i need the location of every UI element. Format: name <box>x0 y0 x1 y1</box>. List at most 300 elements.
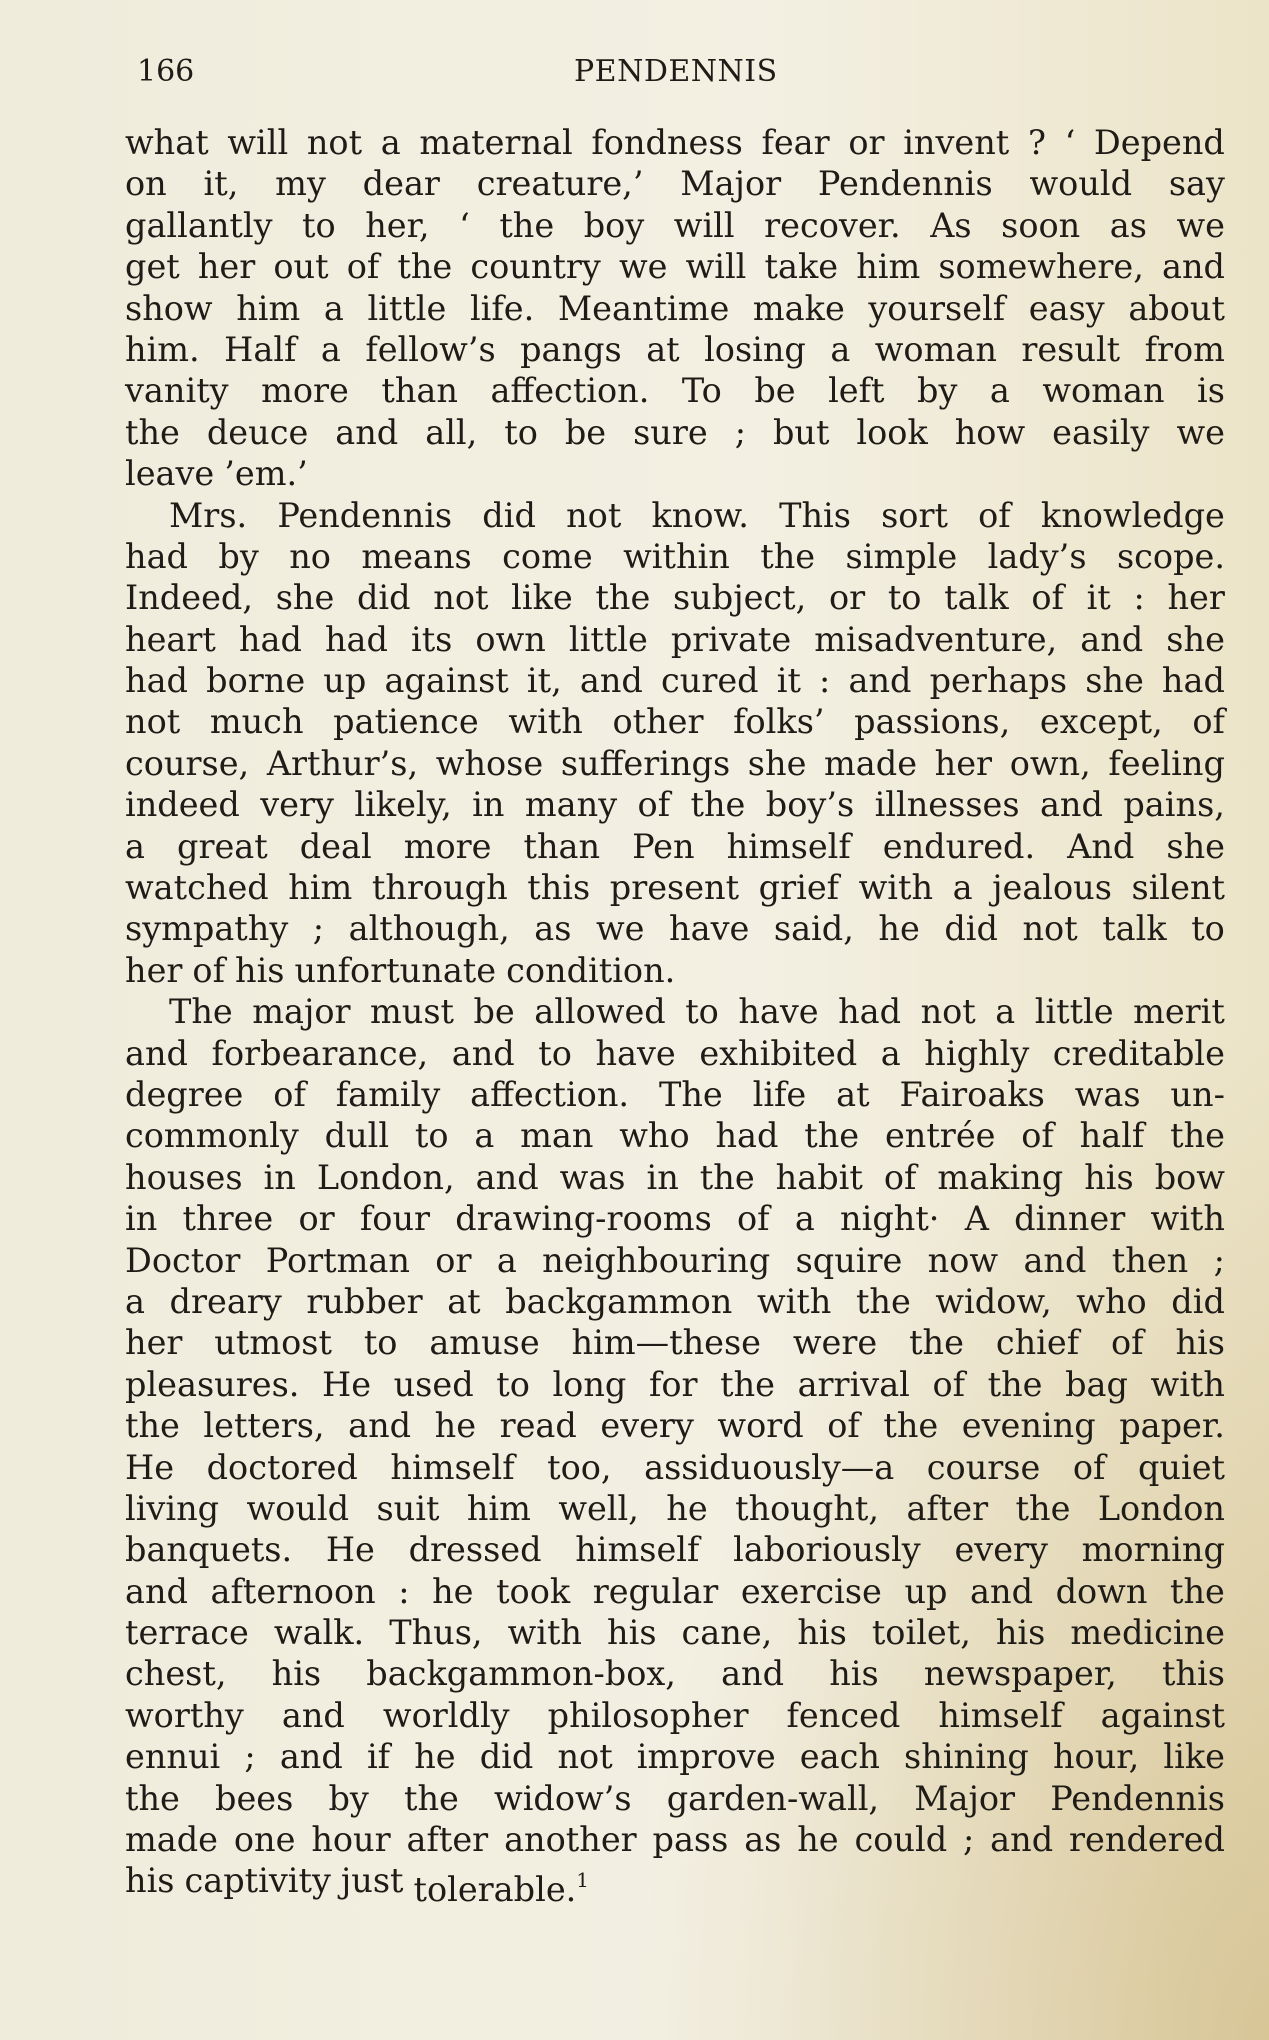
word: his <box>1175 1323 1225 1363</box>
word: Arthur’s, <box>266 743 419 783</box>
word: a <box>474 1116 495 1156</box>
word: at <box>836 1074 870 1114</box>
word: she <box>275 578 335 618</box>
word: exhibited <box>699 1033 858 1073</box>
word: it <box>776 661 801 701</box>
word: he <box>432 1571 474 1611</box>
word: banquets. <box>125 1530 293 1570</box>
word: his <box>1084 1157 1134 1197</box>
word: had <box>324 619 388 659</box>
word: easily <box>1052 412 1150 452</box>
word: not <box>125 702 181 742</box>
word: chief <box>995 1323 1080 1363</box>
word: each <box>799 1737 880 1777</box>
word: of <box>827 1406 860 1446</box>
word: we <box>618 247 668 287</box>
word: merit <box>1133 992 1225 1032</box>
word: and <box>279 1737 343 1777</box>
word: forbearance, <box>211 1033 429 1073</box>
text-line <box>125 1240 1225 1281</box>
word: is <box>1197 371 1225 411</box>
text-line <box>125 867 1225 908</box>
word: Thus, <box>389 1613 483 1653</box>
word: she <box>747 743 807 783</box>
word: him. <box>125 329 200 369</box>
word: Major <box>914 1778 1016 1818</box>
word: improve <box>636 1737 776 1777</box>
word: paper. <box>1119 1406 1225 1446</box>
text-line <box>125 495 1225 536</box>
word: gallantly <box>125 205 273 245</box>
word: at <box>447 1281 481 1321</box>
word: her <box>1167 578 1225 618</box>
word: took <box>496 1571 571 1611</box>
word: houses <box>125 1157 243 1197</box>
word: by <box>917 371 958 411</box>
word: another <box>504 1820 637 1860</box>
word: own <box>475 619 546 659</box>
word: yourself <box>868 288 1006 328</box>
word: against <box>1100 1695 1225 1735</box>
word: misadventure, <box>814 619 1058 659</box>
word: of <box>637 785 671 825</box>
word: condition. <box>506 950 676 990</box>
word: she <box>1166 826 1225 866</box>
word: heart <box>125 619 216 659</box>
word: dressed <box>408 1530 542 1570</box>
word: shining <box>904 1737 1029 1777</box>
word: as <box>1109 205 1147 245</box>
word: did <box>1171 1281 1225 1321</box>
word: or <box>435 1240 472 1280</box>
word: have <box>669 909 750 949</box>
word: To <box>681 371 722 411</box>
word: ‘ <box>459 205 470 245</box>
word: made <box>824 743 918 783</box>
word: creditable <box>1052 1033 1225 1073</box>
word: made <box>125 1820 219 1860</box>
text-line <box>125 1819 1225 1860</box>
word: her <box>125 950 183 990</box>
text-line <box>125 163 1225 204</box>
word: Pendennis <box>1050 1778 1225 1818</box>
word: affection. <box>470 1074 630 1114</box>
word: fellow’s <box>365 329 496 369</box>
text-line <box>125 1571 1225 1612</box>
word: philosopher <box>547 1695 749 1735</box>
word: the <box>397 247 453 287</box>
word: the <box>720 1364 775 1404</box>
word: of <box>1192 702 1225 742</box>
word: used <box>393 1364 474 1404</box>
word: will <box>227 123 289 162</box>
word: backgammon <box>505 1281 733 1321</box>
word: man <box>520 1116 594 1156</box>
word: ’em.’ <box>224 454 308 494</box>
word: This <box>779 495 851 535</box>
word: little <box>1034 992 1114 1032</box>
word: a <box>125 1281 145 1321</box>
word: this <box>1161 1654 1225 1694</box>
word: a <box>794 1199 815 1239</box>
text-line <box>125 1695 1225 1736</box>
word: of <box>1072 1447 1106 1487</box>
word: the <box>804 1116 860 1156</box>
word: leave <box>125 454 215 494</box>
word: she <box>1085 661 1144 701</box>
word: the <box>987 1364 1043 1404</box>
word: Pendennis <box>277 495 453 535</box>
word: with <box>1150 1364 1225 1404</box>
word: much <box>209 702 304 742</box>
word: habit <box>775 1157 863 1197</box>
word: every <box>600 1406 694 1446</box>
word: recover. <box>764 205 901 245</box>
word: this <box>527 868 591 908</box>
word: and <box>970 1571 1034 1611</box>
word: the <box>125 412 180 452</box>
word: and <box>335 412 399 452</box>
word: a <box>125 826 145 866</box>
word: up <box>323 661 367 701</box>
word: could <box>854 1820 948 1860</box>
word: himself <box>726 826 851 866</box>
word: come <box>502 536 593 576</box>
word: it <box>1086 578 1111 618</box>
word: and <box>1080 619 1144 659</box>
word: too, <box>547 1447 612 1487</box>
word: with <box>1150 1199 1225 1239</box>
word: and <box>451 1033 515 1073</box>
word: watched <box>125 868 269 908</box>
text-line <box>125 577 1225 618</box>
word: squire <box>795 1240 903 1280</box>
word: did <box>944 909 998 949</box>
word: she <box>1166 619 1225 659</box>
word: commonly <box>125 1116 299 1156</box>
word: not <box>566 495 622 535</box>
word: of <box>883 1157 917 1197</box>
page-number: 166 <box>137 54 195 89</box>
word: a <box>880 1033 901 1073</box>
word: more <box>261 371 349 411</box>
word: simple <box>845 536 958 576</box>
word: afternoon <box>210 1571 376 1611</box>
word: worthy <box>125 1695 244 1735</box>
word: present <box>609 868 740 908</box>
running-title: PENDENNIS <box>574 54 778 89</box>
word: arrival <box>797 1364 910 1404</box>
word: deal <box>299 826 372 866</box>
word: from <box>1144 329 1225 369</box>
word: sympathy <box>125 909 289 949</box>
word: illnesses <box>874 785 1020 825</box>
word: patience <box>333 702 479 742</box>
word: his <box>271 1654 322 1694</box>
word: not <box>306 123 363 162</box>
word: to <box>685 992 719 1032</box>
word: highly <box>924 1033 1030 1073</box>
text-line <box>125 701 1225 742</box>
word: in <box>263 1157 296 1197</box>
word: he <box>666 1488 708 1528</box>
word: had <box>715 1116 779 1156</box>
word: the <box>760 536 816 576</box>
word: the <box>499 205 555 245</box>
word: every <box>954 1530 1048 1570</box>
word: how <box>954 412 1026 452</box>
word: family <box>335 1074 441 1114</box>
word: pains, <box>1123 785 1225 825</box>
word: the <box>855 1281 911 1321</box>
word: get <box>125 247 180 287</box>
word: his <box>607 1613 657 1653</box>
word: his <box>235 950 285 990</box>
word: after <box>906 1488 989 1528</box>
word: of <box>346 247 380 287</box>
word: many <box>524 785 618 825</box>
word: He <box>321 1364 372 1404</box>
word: private <box>670 619 792 659</box>
word: who <box>1076 1281 1147 1321</box>
word: know. <box>651 495 749 535</box>
word: except, <box>1039 702 1163 742</box>
word: assiduously—a <box>644 1447 895 1487</box>
word: and <box>125 1033 188 1073</box>
word: fear <box>761 123 830 162</box>
word: Pendennis <box>817 164 993 204</box>
word: to <box>1191 909 1225 949</box>
word: easy <box>1028 288 1105 328</box>
word: to <box>504 412 538 452</box>
word: talk <box>1102 909 1167 949</box>
word: was <box>559 1157 626 1197</box>
word: A <box>964 1199 989 1239</box>
word: country <box>470 247 601 287</box>
word: captivity <box>184 1861 331 1901</box>
word: quiet <box>1137 1447 1225 1487</box>
word: London, <box>316 1157 455 1197</box>
word: had <box>238 619 302 659</box>
word: perhaps <box>929 661 1068 701</box>
word: deuce <box>206 412 309 452</box>
word: suit <box>376 1488 440 1528</box>
word: boy <box>583 205 645 245</box>
text-line <box>125 1074 1225 1115</box>
word: will <box>673 205 735 245</box>
word: take <box>764 247 839 287</box>
word: as <box>534 909 572 949</box>
word: Fairoaks <box>899 1074 1045 1114</box>
word: did <box>479 1737 534 1777</box>
word: were <box>792 1323 878 1363</box>
word: making <box>937 1157 1064 1197</box>
word: his <box>829 1654 879 1694</box>
word: pass <box>652 1820 729 1860</box>
word: ; <box>244 1737 256 1777</box>
word: backgammon-box, <box>366 1654 676 1694</box>
word: and <box>281 1695 345 1735</box>
text-line <box>125 1447 1225 1488</box>
word: to <box>538 1033 572 1073</box>
word: night· <box>840 1199 940 1239</box>
word: degree <box>125 1074 244 1114</box>
word: indeed <box>125 785 240 825</box>
word: the <box>1170 1116 1225 1156</box>
word: he <box>878 909 920 949</box>
text-line <box>125 329 1225 370</box>
word: against <box>384 661 509 701</box>
word: widow, <box>935 1281 1052 1321</box>
word: entrée <box>884 1116 996 1156</box>
word: a <box>380 123 401 162</box>
text-line <box>125 826 1225 867</box>
word: or <box>848 123 885 162</box>
word: whose <box>435 743 544 783</box>
text-line <box>125 453 1225 494</box>
word: said, <box>773 909 854 949</box>
word: we <box>1176 412 1225 452</box>
word: scope. <box>1116 536 1225 576</box>
word: one <box>233 1820 296 1860</box>
word: than <box>381 371 458 411</box>
word: utmost <box>214 1323 332 1363</box>
word: within <box>623 536 730 576</box>
word: my <box>275 164 326 204</box>
word: losing <box>704 329 806 369</box>
text-line <box>125 1405 1225 1446</box>
word: sufferings <box>560 743 731 783</box>
word: out <box>273 247 329 287</box>
word: amuse <box>429 1323 540 1363</box>
word: and <box>348 1406 412 1446</box>
word: of <box>192 950 225 990</box>
word: word <box>717 1406 804 1446</box>
text-line <box>125 1281 1225 1322</box>
word: had <box>838 992 902 1032</box>
text-line <box>125 1612 1225 1653</box>
word: result <box>1021 329 1121 369</box>
word: with <box>507 1613 583 1653</box>
text-line <box>125 784 1225 825</box>
word: bow <box>1154 1157 1225 1197</box>
word: life <box>752 1074 807 1114</box>
word: and <box>1039 785 1103 825</box>
word: ; <box>312 909 325 949</box>
word: He <box>125 1447 175 1487</box>
word: dull <box>324 1116 390 1156</box>
word: major <box>252 992 351 1032</box>
word: just <box>340 1861 404 1901</box>
word: although, <box>348 909 510 949</box>
word: on <box>125 164 167 204</box>
word: Half <box>224 329 297 369</box>
word: his <box>797 1613 847 1653</box>
text-line <box>125 908 1225 949</box>
word: the <box>595 578 651 618</box>
word: medicine <box>1070 1613 1225 1653</box>
word: he <box>434 1406 477 1446</box>
word: : <box>1133 578 1145 618</box>
word: terrace <box>125 1613 249 1653</box>
word: in <box>646 1157 679 1197</box>
word: to <box>887 578 922 618</box>
word: we <box>1176 205 1225 245</box>
word: a <box>320 329 341 369</box>
word: then <box>1111 1240 1189 1280</box>
word: newspaper, <box>923 1654 1117 1694</box>
word: chest, <box>125 1654 227 1694</box>
word: and <box>721 1654 785 1694</box>
word: cane, <box>681 1613 773 1653</box>
word: of <box>1110 1323 1144 1363</box>
word: if <box>366 1737 391 1777</box>
word: ‘ <box>1064 123 1076 162</box>
word: allowed <box>534 992 666 1032</box>
word: unfortunate <box>294 950 497 990</box>
word: borne <box>206 661 306 701</box>
word: to <box>363 1323 398 1363</box>
word: grief <box>758 868 840 908</box>
word: and <box>1161 247 1225 287</box>
word: a <box>952 868 973 908</box>
text-line <box>125 619 1225 660</box>
word: : <box>398 1571 410 1611</box>
word: himself <box>938 1695 1063 1735</box>
word: a <box>989 371 1010 411</box>
word: little <box>568 619 648 659</box>
word: subject, <box>672 578 807 618</box>
word: would <box>246 1488 350 1528</box>
word: Depend <box>1093 123 1225 162</box>
word: worldly <box>382 1695 510 1735</box>
word: the <box>1015 1488 1071 1528</box>
word: did <box>482 495 536 535</box>
word: exercise <box>740 1571 882 1611</box>
word: its <box>411 619 453 659</box>
word: As <box>930 205 972 245</box>
word: the <box>404 1778 459 1818</box>
word: of <box>1031 578 1064 618</box>
word: sure <box>633 412 708 452</box>
word: hour, <box>1052 1737 1140 1777</box>
word: hour <box>311 1820 391 1860</box>
text-line <box>125 1529 1225 1570</box>
word: the <box>883 1406 939 1446</box>
word: a <box>830 329 851 369</box>
word: a <box>496 1240 517 1280</box>
word: ; <box>963 1820 975 1860</box>
word: doctored <box>206 1447 358 1487</box>
word: her <box>197 247 256 287</box>
body-text <box>125 122 1225 1910</box>
text-line <box>125 205 1225 246</box>
footnote-marker: 1 <box>576 1868 590 1893</box>
word: a <box>323 288 344 328</box>
word: a <box>995 992 1016 1032</box>
word: and <box>990 1820 1054 1860</box>
word: read <box>499 1406 577 1446</box>
word: pangs <box>520 329 622 369</box>
word: drawing-rooms <box>455 1199 712 1239</box>
word: in <box>472 785 505 825</box>
word: soon <box>1001 205 1081 245</box>
word: than <box>523 826 601 866</box>
word: dreary <box>169 1281 282 1321</box>
word: He <box>325 1530 375 1570</box>
word: be <box>473 992 515 1032</box>
word: letters, <box>203 1406 325 1446</box>
